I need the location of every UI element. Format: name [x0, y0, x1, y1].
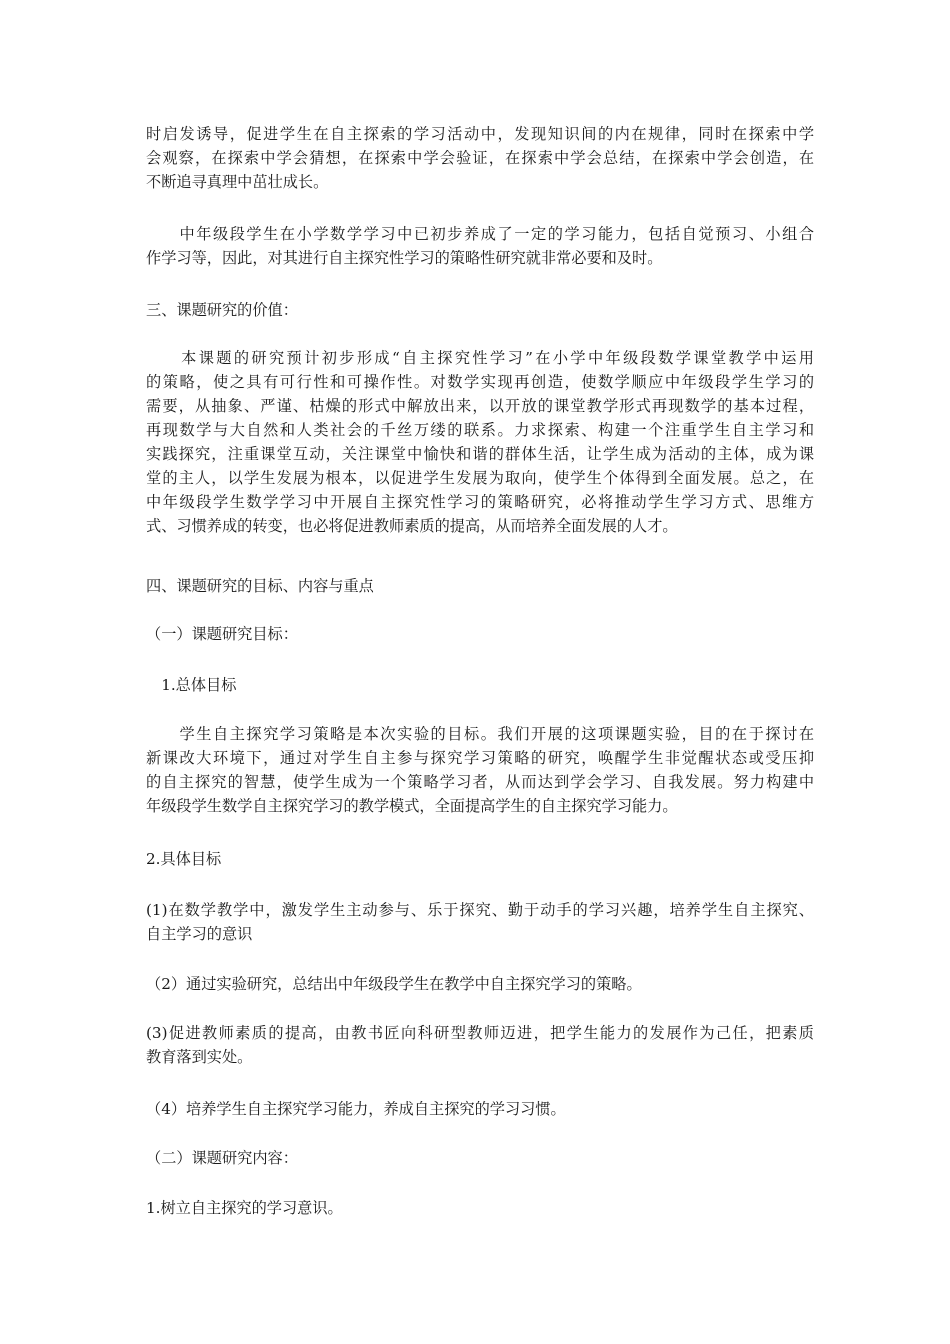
- text-line: 教育落到实处。: [146, 1048, 253, 1066]
- text-line: 中年级段学生在小学数学学习中已初步养成了一定的学习能力，包括自觉预习、小组合: [146, 225, 814, 243]
- text-line: (1)在数学教学中，激发学生主动参与、乐于探究、勤于动手的学习兴趣，培养学生自主探究、: [146, 901, 814, 919]
- heading-goals-content-focus: [146, 574, 814, 598]
- text-line: 需要，从抽象、严谨、枯燥的形式中解放出来，以开放的课堂教学形式再现数学的基本过程，: [146, 397, 814, 415]
- list-item-goal-2: [146, 972, 814, 996]
- text-line: (3)促进教师素质的提高，由教书匠向科研型教师迈进，把学生能力的发展作为己任，把素质: [146, 1024, 814, 1042]
- text-line: （2）通过实验研究，总结出中年级段学生在教学中自主探究学习的策略。: [146, 975, 642, 993]
- heading-text: 1.总体目标: [146, 676, 237, 694]
- list-item-goal-3: [146, 1021, 814, 1069]
- heading-text: 2.具体目标: [146, 850, 222, 868]
- text-line: （4）培养学生自主探究学习能力，养成自主探究的学习习惯。: [146, 1100, 566, 1118]
- heading-research-value: [146, 298, 814, 322]
- text-line: 本课题的研究预计初步形成“自主探究性学习”在小学中年级段数学课堂教学中运用: [146, 349, 814, 367]
- text-line: 自主学习的意识: [146, 925, 253, 943]
- heading-text: 四、课题研究的目标、内容与重点: [146, 577, 374, 595]
- paragraph-overall-goal: [146, 722, 814, 818]
- text-line: 的自主探究的智慧，使学生成为一个策略学习者，从而达到学会学习、自我发展。努力构建中: [146, 773, 814, 791]
- text-line: 会观察，在探索中学会猜想，在探索中学会验证，在探索中学会总结，在探索中学会创造，在: [146, 149, 814, 167]
- text-line: 中年级段学生数学学习中开展自主探究性学习的策略研究，必将推动学生学习方式、思维方: [146, 493, 814, 511]
- list-item-goal-4: [146, 1097, 814, 1121]
- text-line: 的策略，使之具有可行性和可操作性。对数学实现再创造，使数学顺应中年级段学生学习的: [146, 373, 814, 391]
- text-line: 1.树立自主探究的学习意识。: [146, 1199, 343, 1217]
- text-line: 堂的主人，以学生发展为根本，以促进学生发展为取向，使学生个体得到全面发展。总之，在: [146, 469, 814, 487]
- heading-text: 三、课题研究的价值：: [146, 301, 298, 319]
- text-line: 不断追寻真理中茁壮成长。: [146, 173, 329, 191]
- heading-research-content: [146, 1146, 814, 1170]
- text-line: 时启发诱导，促进学生在自主探索的学习活动中，发现知识间的内在规律，同时在探索中学: [146, 125, 814, 143]
- text-line: 再现数学与大自然和人类社会的千丝万缕的联系。力求探索、构建一个注重学生自主学习和: [146, 421, 814, 439]
- paragraph-middle-grade-students: [146, 222, 814, 270]
- text-line: 实践探究，注重课堂互动，关注课堂中愉快和谐的群体生活，让学生成为活动的主体，成为课: [146, 445, 814, 463]
- heading-text: （一）课题研究目标：: [146, 625, 298, 643]
- paragraph-research-value: [146, 346, 814, 538]
- text-line: 年级段学生数学自主探究学习的教学模式，全面提高学生的自主探究学习能力。: [146, 797, 678, 815]
- list-item-content-1: [146, 1196, 814, 1220]
- list-item-goal-1: [146, 898, 814, 946]
- heading-research-goals: [146, 622, 814, 646]
- text-line: 作学习等，因此，对其进行自主探究性学习的策略性研究就非常必要和及时。: [146, 249, 663, 267]
- paragraph-intro-continuation: [146, 122, 814, 194]
- heading-specific-goals: [146, 847, 814, 871]
- text-line: 新课改大环境下，通过对学生自主参与探究学习策略的研究，唤醒学生非觉醒状态或受压抑: [146, 749, 814, 767]
- heading-text: （二）课题研究内容：: [146, 1149, 298, 1167]
- text-line: 式、习惯养成的转变，也必将促进教师素质的提高，从而培养全面发展的人才。: [146, 517, 678, 535]
- heading-overall-goal: [146, 673, 814, 697]
- text-line: 学生自主探究学习策略是本次实验的目标。我们开展的这项课题实验，目的在于探讨在: [146, 725, 814, 743]
